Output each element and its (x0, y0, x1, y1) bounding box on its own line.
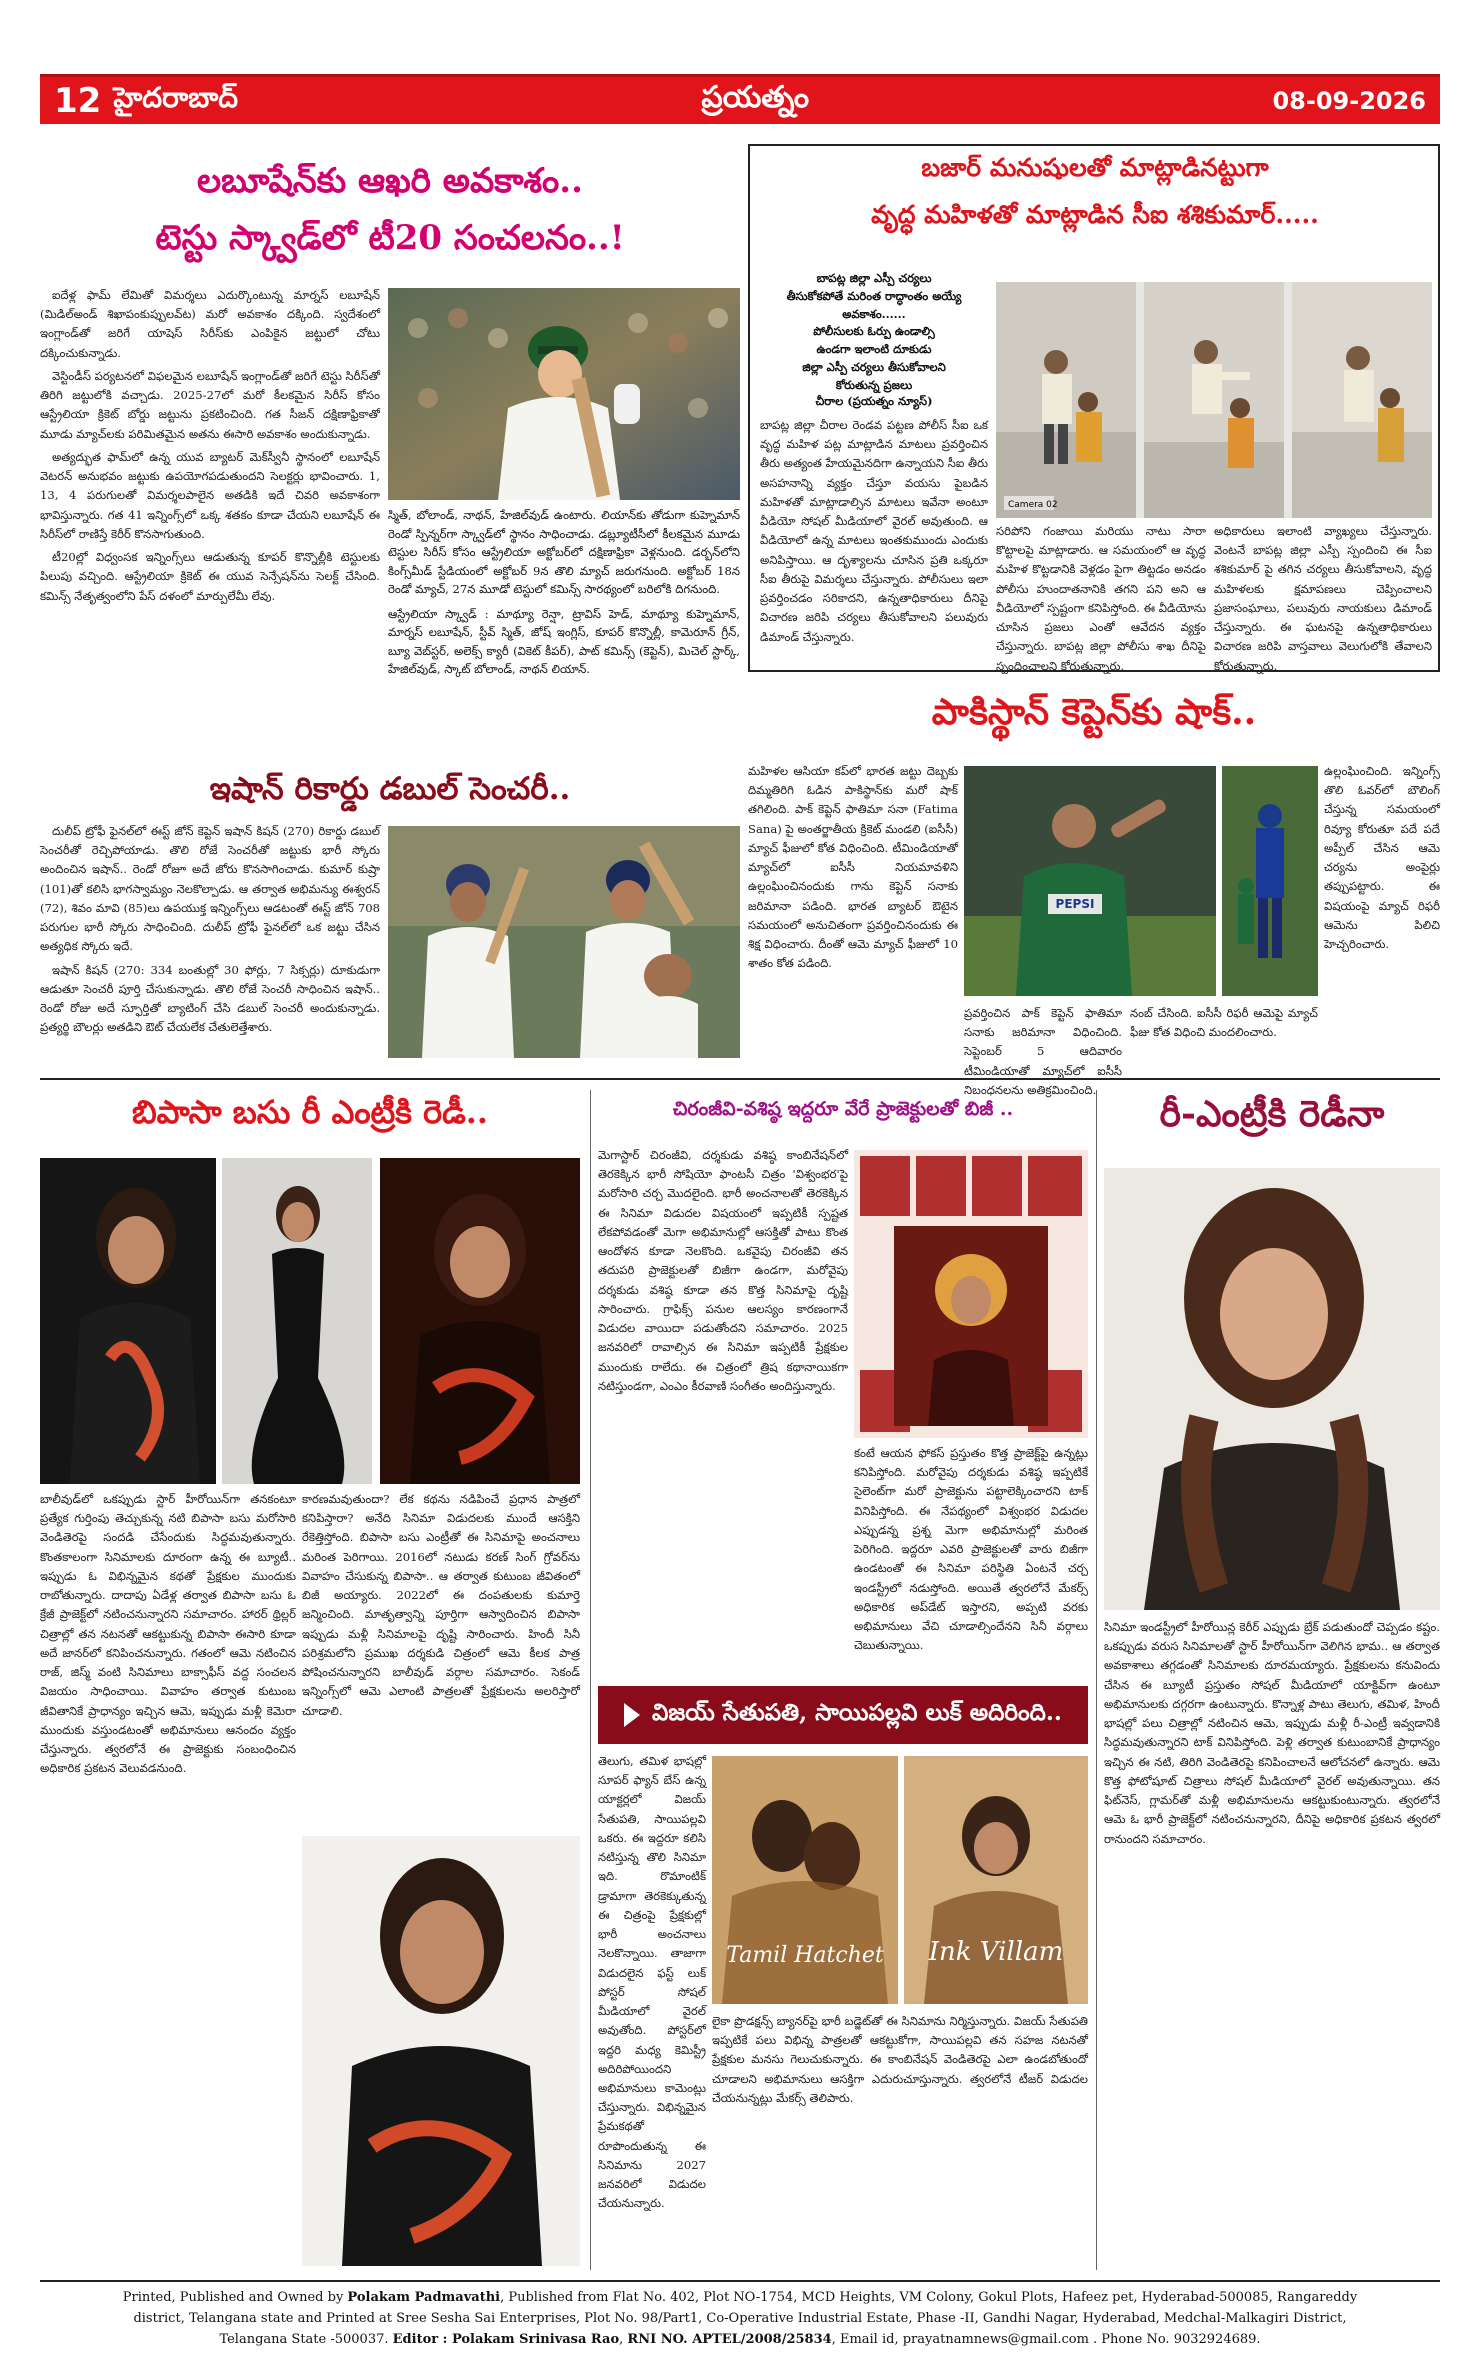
imprint-line1 (40, 2288, 1440, 2309)
column-divider (1096, 1090, 1097, 2270)
story2-deck-line: అవకాశం...... (842, 306, 906, 321)
band-arrow-icon (624, 1703, 640, 1727)
imprint-owner: Polakam Padmavathi (347, 2290, 501, 2305)
story5-col2: కారణమవుతుందా? లేక కథను నడిపించే ప్రధాన పాత్రలో కనిపిస్తారా? అనేది సినిమా విడుదలకు ముందే ఆసక్తిని రేకెత్తిస్తోంది. బిపాసా బసు ఎంట్రీతో ఈ సినిమాపై అంచనాలు మరింత పెరిగాయి. 2016లో నటుడు కరణ్ సింగ్ గ్రోవర్‌ను వివాహం చేసుకున్న బిపాసా.. ఆ తర్వాత కుటుంబ జీవితంలో బిజీ అయ్యారు. 2022లో ఈ దంపతులకు కుమార్తె జన్మించింది. మాతృత్వాన్ని పూర్తిగా ఆస్వాదించిన బిపాసా ఇప్పుడు మళ్లీ సినిమాలపై దృష్టి సారించారు. హిందీ సినీ పరిశ్రమలోని ప్రముఖ దర్శకుడి చిత్రంలో ఆమె కీలక పాత్ర పోషించనున్నారని బాలీవుడ్ వర్గాల సమాచారం. సెకండ్ ఇన్నింగ్స్‌లో ఆమె ఎలాంటి పాత్రలతో ప్రేక్షకులను అలరిస్తారో చూడాలి. (302, 1492, 580, 1718)
actress-portrait-illustration (1104, 1168, 1440, 1610)
jersey-logo: PEPSI (1055, 897, 1095, 911)
story5-photo-1 (40, 1158, 216, 1484)
column-divider (590, 1090, 591, 2270)
india-players-illustration (1222, 766, 1318, 996)
story8-col1: తెలుగు, తమిళ భాషల్లో సూపర్ ఫ్యాన్ బేస్ ఉన్న యాక్టర్లలో విజయ్ సేతుపతి, సాయిపల్లవి ఒకరు. ఈ ఇద్దరూ కలిసి నటిస్తున్న తొలి సినిమా ఇది. రొమాంటిక్ డ్రామాగా తెరకెక్కుతున్న ఈ చిత్రంపై ప్రేక్షకుల్లో భారీ అంచనాలు నెలకొన్నాయి. తాజాగా విడుదలైన ఫస్ట్ లుక్ పోస్టర్ సోషల్ మీడియాలో వైరల్ అవుతోంది. పోస్టర్‌లో ఇద్దరి మధ్య కెమిస్ట్రీ అదిరిపోయిందని అభిమానులు కామెంట్లు చేస్తున్నారు. విభిన్నమైన ప్రేమకథతో రూపొందుతున్న ఈ సినిమాను 2027 జనవరిలో విడుదల చేయనున్నారు. (598, 1754, 706, 2211)
story3-headline (748, 690, 1440, 750)
story5-photo-2 (222, 1158, 372, 1484)
story3-col-left: మహిళల ఆసియా కప్‌లో భారత జట్టు దెబ్బకు దిమ్మతిరిగి ఓడిన పాకిస్థాన్‌కు మరో షాక్ తగిలింది. పాక్ కెప్టెన్ ఫాతిమా సనా (Fatima Sana) పై అంతర్జాతీయ క్రికెట్ మండలి (ఐసీసీ) మ్యాచ్ ఫీజులో కోత విధించింది. టీమిండియాతో మ్యాచ్‌లో ఐసీసీ నియమావళిని ఉల్లంఘించినందుకు గాను కెప్టెన్ సనాకు జరిమానా పడింది. భారత బ్యాటర్ ఔటైన సమయంలో అనుచితంగా ప్రవర్తించినందుకు ఈ శిక్ష విధించారు. దీంతో ఆమె మ్యాచ్ ఫీజులో 10 శాతం కోత పడింది. (748, 764, 958, 971)
story8-headline-band (598, 1686, 1088, 1744)
masthead (40, 74, 1440, 124)
imprint-text: , Email id, prayatnamnews@gmail.com . Phone No. 9032924689. (831, 2331, 1261, 2347)
ishan-celebration-illustration (388, 826, 740, 1058)
story2-deck-line: ఉండగా ఇలాంటి దూకుడు (816, 342, 932, 357)
story6-photo-poster (854, 1150, 1088, 1438)
imprint-footer (40, 2280, 1440, 2350)
cricketer-illustration (388, 288, 740, 500)
story4-photo-ishan (388, 826, 740, 1058)
imprint-line2: district, Telangana state and Printed at Sree Sesha Sai Enterprises, Plot No. 98/Part1, Co-Operative Industrial Estate, Phase -II, Gandhi Nagar, Hyderabad, Medchal-Malkagiri District, (133, 2310, 1347, 2326)
story1-para: ఆస్ట్రేలియా స్క్వాడ్ : మాథ్యూ రెన్షా, ట్రావిస్ హెడ్, మాథ్యూ కుహ్నెమాన్, మార్నస్ లబూషేన్, స్టీవ్ స్మిత్, జోష్ ఇంగ్లిస్, కూపర్ కొన్నొల్లీ, కామెరూన్ గ్రీన్, బ్యూ వెబ్‌స్టర్, అలెక్స్ క్యారీ (వికెట్ కీపర్), పాట్ కమిన్స్ (కెప్టెన్), మిచెల్ స్టార్క్, హేజిల్‌వుడ్, స్కాట్ బోలాండ్, నాథన్ లియాన్. (388, 606, 740, 677)
story5-photo-3 (380, 1158, 580, 1484)
story1-para: ఐదేళ్ల ఫామ్ లేమితో విమర్శలు ఎదుర్కొంటున్న మార్నస్ లబూషేన్ (మిడిల్‌అండ్ శిఖాపంకుప్పులవ్‌ట) మరో అవకాశం దక్కింది. స్వదేశంలో ఇంగ్లాండ్‌తో జరిగే యాషెస్ సిరీస్‌కు ఎంపికైన జట్టులో చోటు దక్కించుకున్నాడు. (40, 288, 380, 360)
poster-title: Ink Villam (928, 1937, 1064, 1967)
imprint-line3: Telangana State -500037. Editor : Polakam Srinivasa Rao, RNI NO. APTEL/2008/25834, Email id, prayatnamnews@gmail.com . Phone No. 9032924689. (219, 2331, 1261, 2347)
story1-para: టీ20ల్లో విధ్వంసక ఇన్నింగ్స్‌లు ఆడుతున్న కూపర్ కొన్నొల్లీకి టెస్టులకు పిలుపు వచ్చింది. ఆస్ట్రేలియా క్రికెట్ ఈ యువ సెన్సేషన్‌ను సెలక్ట్ చేసింది. కమిన్స్ నేతృత్వంలోని పేస్ దళంలో మార్పులేమీ లేవు. (40, 550, 380, 603)
pakistan-captain-illustration (964, 766, 1216, 996)
story7-body: సినిమా ఇండస్ట్రీలో హీరోయిన్ల కెరీర్ ఎప్పుడు బ్రేక్ పడుతుందో చెప్పడం కష్టం. ఒకప్పుడు వరుస సినిమాలతో స్టార్ హీరోయిన్‌గా వెలిగిన భామ.. ఆ తర్వాత అవకాశాలు తగ్గడంతో సినిమాలకు దూరమయ్యారు. ప్రేక్షకులను కనువిందు చేసిన ఈ బ్యూటీ ప్రస్తుతం సోషల్ మీడియాలో యాక్టివ్‌గా ఉంటూ అభిమానులకు దగ్గరగా ఉంటున్నారు. కొన్నాళ్ల పాటు తెలుగు, తమిళ, హిందీ భాషల్లో పలు చిత్రాల్లో నటించిన ఆమె, ఇప్పుడు మళ్లీ రీ-ఎంట్రీ ఇవ్వడానికి సిద్ధమవుతున్నారని టాక్ వినిపిస్తోంది. పెళ్లి తర్వాత కుటుంబానికే ప్రాధాన్యం ఇచ్చిన ఈ నటి, తిరిగి వెండితెరపై కనిపించాలనే ఆలోచనలో ఉన్నారు. ఆమె కొత్త ఫోటోషూట్ చిత్రాలు సోషల్ మీడియాలో వైరల్ అవుతున్నాయి. తన ఫిట్‌నెస్, గ్లామర్‌తో మళ్లీ అభిమానులను ఆకట్టుకుంటున్నారు. త్వరలోనే ఆమె ఓ భారీ ప్రాజెక్ట్‌లో నటించనున్నారని, దీనిపై అధికారిక ప్రకటన త్వరలో రానుందని సమాచారం. (1104, 1620, 1440, 1846)
story2-headline (760, 152, 1430, 262)
story8-col2: లైకా ప్రొడక్షన్స్ బ్యానర్‌పై భారీ బడ్జెట్‌తో ఈ సినిమాను నిర్మిస్తున్నారు. విజయ్ సేతుపతి ఇప్పటికే పలు విభిన్న పాత్రలతో ఆకట్టుకోగా, సాయిపల్లవి తన సహజ నటనతో ప్రేక్షకుల మనసు గెలుచుకున్నారు. ఈ కాంబినేషన్ వెండితెరపై ఎలా ఉండబోతుందో చూడాలని అభిమానులు ఆసక్తిగా ఎదురుచూస్తున్నారు. త్వరలోనే టీజర్ విడుదల చేయనున్నట్లు మేకర్స్ తెలిపారు. (712, 2014, 1088, 2105)
story6-headline-text: చిరంజీవి-వశిష్ఠ ఇద్దరూ వేరే ప్రాజెక్టులతో బిజీ .. (672, 1098, 1014, 1120)
story2-deck-line: కోరుతున్న ప్రజలు (835, 377, 913, 392)
story6-col1: మెగాస్టార్ చిరంజీవి, దర్శకుడు వశిష్ఠ కాంబినేషన్‌లో తెరకెక్కిన భారీ సోషియో ఫాంటసీ చిత్రం 'విశ్వంభర'పై మరోసారి చర్చ మొదలైంది. భారీ అంచనాలతో తెరకెక్కిన ఈ సినిమా విడుదల విషయంలో ఇప్పటికీ స్పష్టత లేకపోవడంతో మెగా అభిమానుల్లో ఆసక్తితో పాటు కొంత ఆందోళన కూడా నెలకొంది. ఒకవైపు చిరంజీవి తన తదుపరి ప్రాజెక్టులతో బిజీగా ఉండగా, మరోవైపు దర్శకుడు వశిష్ఠ కూడా తన కొత్త సినిమాపై దృష్టి సారించారు. గ్రాఫిక్స్ పనుల ఆలస్యం కారణంగానే విడుదల వాయిదా పడుతోందని సమాచారం. 2025 జనవరిలో రావాల్సిన ఈ సినిమా ఇప్పటికీ ప్రేక్షకుల ముందుకు రాలేదు. ఈ చిత్రంలో త్రిష కథానాయికగా నటిస్తుండగా, ఎంఎం కీరవాణి సంగీతం అందిస్తున్నారు. (598, 1148, 848, 1393)
story1-col-left (40, 286, 380, 756)
story7-photo-actress (1104, 1168, 1440, 1610)
cctv-frames-illustration (996, 282, 1432, 518)
city-name: హైదరాబాద్ (113, 80, 239, 114)
story8-headline-text: విజయ్ సేతుపతి, సాయిపల్లవి లుక్ అదిరింది.. (652, 1698, 1062, 1726)
story1-col-right (388, 506, 740, 756)
story2-byline: చీరాల (ప్రయత్నం న్యూస్) (815, 394, 933, 408)
story2-headline-line2: వృద్ధ మహిళతో మాట్లాడిన సీఐ శశికుమార్..... (871, 200, 1319, 230)
story3-headline-text: పాకిస్థాన్ కెప్టెన్‌కు షాక్.. (931, 691, 1257, 733)
issue-date: 08-09-2026 (1272, 86, 1426, 115)
bipasha-red-illustration (380, 1158, 580, 1484)
bipasha-photo-illustration (40, 1158, 216, 1484)
story3-col-bottom-right: నంబ్ చేసింది. ఐసీసీ రిఫరీ ఆమెపై మ్యాచ్ ఫీజు కోత విధించి మందలించారు. (1130, 1006, 1318, 1040)
story3-photo-india (1222, 766, 1318, 996)
story1-para: అత్యద్భుత ఫామ్‌లో ఉన్న యువ బ్యాటర్ మెక్‌స్వీనీ స్థానంలో లబూషేన్ వెటరన్ అనుభవం జట్టుకు ఉపయోగపడుతుందని సెలక్టర్లు భావించారు. 1, 13, 4 పరుగులతో విమర్శలపాలైన అతడికి ఇదే చివరి అవకాశంగా భావిస్తున్నారు. గత 41 ఇన్నింగ్స్‌లో ఒక్క శతకం కూడా చేయని లబూషేన్ ఈ సిరీస్‌లో రాణిస్తే కెరీర్ కొనసాగుతుంది. (40, 449, 380, 541)
story6-headline (598, 1098, 1088, 1138)
imprint-editor: Editor : Polakam Srinivasa Rao (392, 2331, 620, 2347)
story6-col2: కంటే ఆయన ఫోకస్ ప్రస్తుతం కొత్త ప్రాజెక్ట్‌పై ఉన్నట్లు కనిపిస్తోంది. మరోవైపు దర్శకుడు వశిష్ఠ ఇప్పటికే సైలెంట్‌గా మరో ప్రాజెక్టును పట్టాలెక్కించారని టాక్ వినిపిస్తోంది. ఈ నేపథ్యంలో విశ్వంభర విడుదల ఎప్పుడన్న ప్రశ్న మెగా అభిమానుల్లో మరింత పెరిగింది. ఇద్దరూ ఎవరి ప్రాజెక్టులతో వారు బిజీగా ఉండటంతో ఈ సినిమా పరిస్థితి ఏంటనే చర్చ ఇండస్ట్రీలో నడుస్తోంది. అయితే త్వరలోనే మేకర్స్ అధికారిక అప్‌డేట్ ఇస్తారని, అప్పటి వరకు అభిమానులు వేచి చూడాల్సిందేనని సినీ వర్గాలు చెబుతున్నాయి. (854, 1446, 1088, 1653)
story1-para: స్మిత్, బోలాండ్, నాథన్, హేజిల్‌వుడ్ ఉంటారు. లియాన్‌కు తోడుగా కుహ్నెమాన్ రెండో స్పిన్నర్‌గా స్క్వాడ్‌లో స్థానం సాధించాడు. డబ్ల్యూటీసీలో కీలకమైన మూడు టెస్టుల సిరీస్ కోసం ఆస్ట్రేలియా అక్టోబర్‌లో దక్షిణాఫ్రికా వెళ్లనుంది. డర్బన్‌లోని కింగ్స్‌మీడ్ స్టేడియంలో అక్టోబర్ 9న తొలి మ్యాచ్ జరుగనుంది. అక్టోబర్ 18న రెండో మ్యాచ్, 27న మూడో టెస్టులో కమిన్స్ సారథ్యంలో బరిలోకి దిగనుంది. (388, 508, 740, 597)
imprint-text: Printed, Published and Owned by (122, 2290, 348, 2305)
story2-deck-line: తీసుకోకపోతే మరింత రాద్ధాంతం అయ్యే (786, 288, 962, 303)
story3-col-bottom-left: ప్రవర్తించిన పాక్ కెప్టెన్ ఫాతిమా సనాకు జరిమానా విధించింది. సెప్టెంబర్ 5 ఆదివారం టీమిండియాతో మ్యాచ్‌లో ఐసీసీ నిబంధనలను అతిక్రమించింది. (964, 1006, 1122, 1097)
section-divider (40, 1078, 1440, 1080)
story5-col1: బాలీవుడ్‌లో ఒకప్పుడు స్టార్ హీరోయిన్‌గా తనకంటూ ప్రత్యేక గుర్తింపు తెచ్చుకున్న నటి బిపాసా బసు మరోసారి వెండితెరపై సందడి చేసేందుకు సిద్ధమవుతున్నారు. కొంతకాలంగా సినిమాలకు దూరంగా ఉన్న ఈ బ్యూటీ.. ఇప్పుడు ఓ విభిన్నమైన కథతో ప్రేక్షకుల ముందుకు రాబోతున్నారు. దాదాపు ఏడేళ్ల తర్వాత బిపాసా బసు ఓ క్రేజీ ప్రాజెక్ట్‌లో నటించనున్నారని సమాచారం. హారర్ థ్రిల్లర్ చిత్రాల్లో తన నటనతో ఆకట్టుకున్న బిపాసా ఈసారి కూడా అదే జానర్‌లో కనిపించనున్నారు. గతంలో ఆమె నటించిన రాజ్, జిస్మ్ వంటి సినిమాలు బాక్సాఫీస్ వద్ద సంచలన విజయం సాధించాయి. వివాహం తర్వాత కుటుంబ జీవితానికే ప్రాధాన్యం ఇచ్చిన ఆమె, ఇప్పుడు మళ్లీ కెమెరా ముందుకు వస్తుండటంతో అభిమానులు ఆనందం వ్యక్తం చేస్తున్నారు. త్వరలోనే ఈ ప్రాజెక్టుకు సంబంధించిన అధికారిక ప్రకటన వెలువడనుంది. (40, 1492, 296, 1776)
story2-headline-line1: బజార్ మనుషులతో మాట్లాడినట్టుగా (921, 153, 1269, 182)
imprint-text: , Published from Flat No. 402, Plot NO-1754, MCD Heights, VM Colony, Gokul Plots, Hafeez pet, Hyderabad-500085, Rangareddy (500, 2290, 1358, 2305)
story1-headline-line1: లబూషేన్‌కు ఆఖరి అవకాశం.. (197, 161, 583, 201)
story5-headline-text: బిపాసా బసు రీ ఎంట్రీకి రెడీ.. (131, 1093, 489, 1131)
imprint-rni: RNI NO. APTEL/2008/25834 (627, 2331, 832, 2347)
story3-col-right: ఉల్లంఘించింది. ఇన్నింగ్స్ తొలి ఓవర్‌లో బౌలింగ్ చేస్తున్న సమయంలో రివ్యూ కోరుతూ పదే పదే అప్పీల్ చేసిన ఆమె చర్యను అంపైర్లు తప్పుపట్టారు. ఈ విషయంపై మ్యాచ్ రిఫరీ ఆమెను పిలిచి హెచ్చరించారు. (1324, 764, 1440, 952)
story8-poster-2 (904, 1756, 1088, 2004)
bipasha-portrait-illustration (302, 1836, 580, 2266)
bipasha-gown-illustration (222, 1158, 372, 1484)
imprint-text: Telangana State -500037. (219, 2331, 393, 2347)
story4-para: ఇషాన్ కిషన్ (270: 334 బంతుల్లో 30 ఫోర్లు, 7 సిక్సర్లు) దూకుడుగా ఆడుతూ సెంచరీ పూర్తి చేసుకున్నాడు. తొలి రోజే సెంచరీ సాధించిన ఇషాన్.. రెండో రోజు అదే స్ఫూర్తితో బ్యాటింగ్ చేసి డబుల్ సెంచరీ అందుకున్నాడు. ప్రత్యర్థి బౌలర్లు అతడిని ఔట్ చేయలేక చేతులెత్తేశారు. (40, 962, 380, 1035)
story2-deck-line: పోలీసులకు ఓర్పు ఉండాల్సి (813, 324, 935, 339)
vishwambhara-posters-illustration (854, 1150, 1088, 1438)
story4-para: దులీప్ ట్రోఫీ ఫైనల్‌లో ఈస్ట్ జోన్ కెప్టెన్ ఇషాన్ కిషన్ (270) రికార్డు డబుల్ సెంచరీతో రెచ్చిపోయాడు. తొలి రోజే సెంచరీతో జట్టుకు భారీ స్కోరు అందించిన ఇషాన్.. రెండో రోజూ అదే జోరు కొనసాగించాడు. కుమార్ కుష్రా (101)తో కలిసి భాగస్వామ్యం నెలకొల్పాడు. ఆ తర్వాత అభిమన్యు ఈశ్వరన్ (72), శివం మావి (85)లు ఉపయుక్త ఇన్నింగ్స్‌లు ఆడటంతో ఈస్ట్ జోన్ 708 పరుగుల భారీ స్కోరు సాధించింది. దులీప్ ట్రోఫీ ఫైనల్‌లో ఒక జట్టు చేసిన అత్యధిక స్కోరు ఇదే. (40, 824, 380, 954)
story1-headline (40, 160, 740, 280)
story2-deck-line: జిల్లా ఎస్పీ చర్యలు తీసుకోవాలని (802, 360, 946, 375)
story5-headline (40, 1092, 580, 1150)
story1-photo-cricketer (388, 288, 740, 500)
movie-poster-illustration (712, 1756, 898, 2004)
story7-headline-text: రీ-ఎంట్రీకి రెడీనా (1159, 1093, 1385, 1135)
page-number: 12 (54, 80, 102, 121)
story1-para: వెస్టిండీస్ పర్యటనలో విఫలమైన లబూషేన్ ఇంగ్లాండ్‌తో జరిగే టెస్టు సిరీస్‌తో తిరిగి జట్టులోకి వచ్చాడు. 2025-27లో మరో కీలకమైన సిరీస్ కోసం ఆస్ట్రేలియా క్రికెట్ బోర్డు జట్టును ప్రకటించింది. గత సీజన్ దక్షిణాఫ్రికాతో మూడు మ్యాచ్‌లకు పరిమితమైన అతను ఈసారి అవకాశం అందుకున్నాడు. (40, 368, 380, 441)
story1-headline-line2: టెస్టు స్క్వాడ్‌లో టీ20 సంచలనం..! (155, 217, 625, 258)
story2-deck (760, 270, 988, 390)
story4-headline (40, 770, 740, 818)
poster-title: Tamil Hatchet (726, 1943, 884, 1968)
story8-poster-1 (712, 1756, 898, 2004)
story3-photo-pakistan (964, 766, 1216, 996)
story2-col-right: అధికారులు ఇలాంటి వ్యాఖ్యలు చేస్తున్నారు. వెంటనే బాపట్ల జిల్లా ఎస్పీ స్పందించి ఈ సీఐ శశికుమార్ పై తగిన చర్యలు తీసుకోవాలని, వృద్ధ మహిళలకు క్షమాపణలు చెప్పించాలని ప్రజాసంఘాలు, పలువురు నాయకులు డిమాండ్ చేస్తున్నారు. ఈ ఘటనపై ఉన్నతాధికారులు విచారణ జరిపి వాస్తవాలు వెలుగులోకి తేవాలని కోరుతున్నారు. (1214, 524, 1432, 673)
movie-poster-illustration-2 (904, 1756, 1088, 2004)
story5-photo-4 (302, 1836, 580, 2266)
story7-headline (1104, 1092, 1440, 1160)
masthead-left (54, 81, 238, 121)
story4-body (40, 822, 380, 1068)
story2-photo-strip (996, 282, 1432, 518)
story2-col-mid: సరిపోని గంజాయి మరియు నాటు సారా కొట్టాలపై మాట్లాడారు. ఆ సమయంలో ఆ వృద్ధ మహిళ కొట్టడానికి వెళ్లడం పైగా తిట్టడం అనడం పోలీసు హుందాతనానికి తగని పని అని ఆ వీడియోలో స్పష్టంగా కనిపిస్తోంది. ఈ వీడియోను చూసిన ప్రజలు ఎంతో ఆవేదన వ్యక్తం చేస్తున్నారు. బాపట్ల జిల్లా పోలీసు శాఖ దీనిపై స్పందించాలని కోరుతున్నారు. (996, 524, 1206, 673)
story2-col-left: బాపట్ల జిల్లా చీరాల రెండవ పట్టణ పోలీస్ సీఐ ఒక వృద్ధ మహిళ పట్ల మాట్లాడిన మాటలు ప్రవర్తించిన తీరు అత్యంత హేయమైనదిగా ఉన్నాయని సీఐ తీరు అసహనాన్ని వ్యక్తం చేస్తూ వయసు పైబడిన మహిళతో మాట్లాడాల్సిన మాటలు ఇవేనా అంటూ వీడియో సోషల్ మీడియాలో వైరల్ అవుతుంది. ఆ వీడియోలో ఉన్న మాటలు ఇంతకుముందు ఎందుకు అనిపిస్తాయి. ఆ దృశ్యాలను చూసిన ప్రతి ఒక్కరూ సీఐ తీరుపై విమర్శలు చేస్తున్నారు. పోలీసులు ఇలా ప్రవర్తించడం సరికాదని, ఉన్నతాధికారులు దీనిపై విచారణ జరిపి చర్యలు తీసుకోవాలని పలువురు డిమాండ్ చేస్తున్నారు. (760, 418, 988, 644)
paper-name: ప్రయత్నం (701, 79, 810, 115)
cctv-label: Camera 02 (1008, 500, 1058, 510)
story2-deck-line: బాపట్ల జిల్లా ఎస్పీ చర్యలు (816, 271, 932, 285)
story4-headline-text: ఇషాన్ రికార్డు డబుల్ సెంచరీ.. (209, 771, 571, 807)
